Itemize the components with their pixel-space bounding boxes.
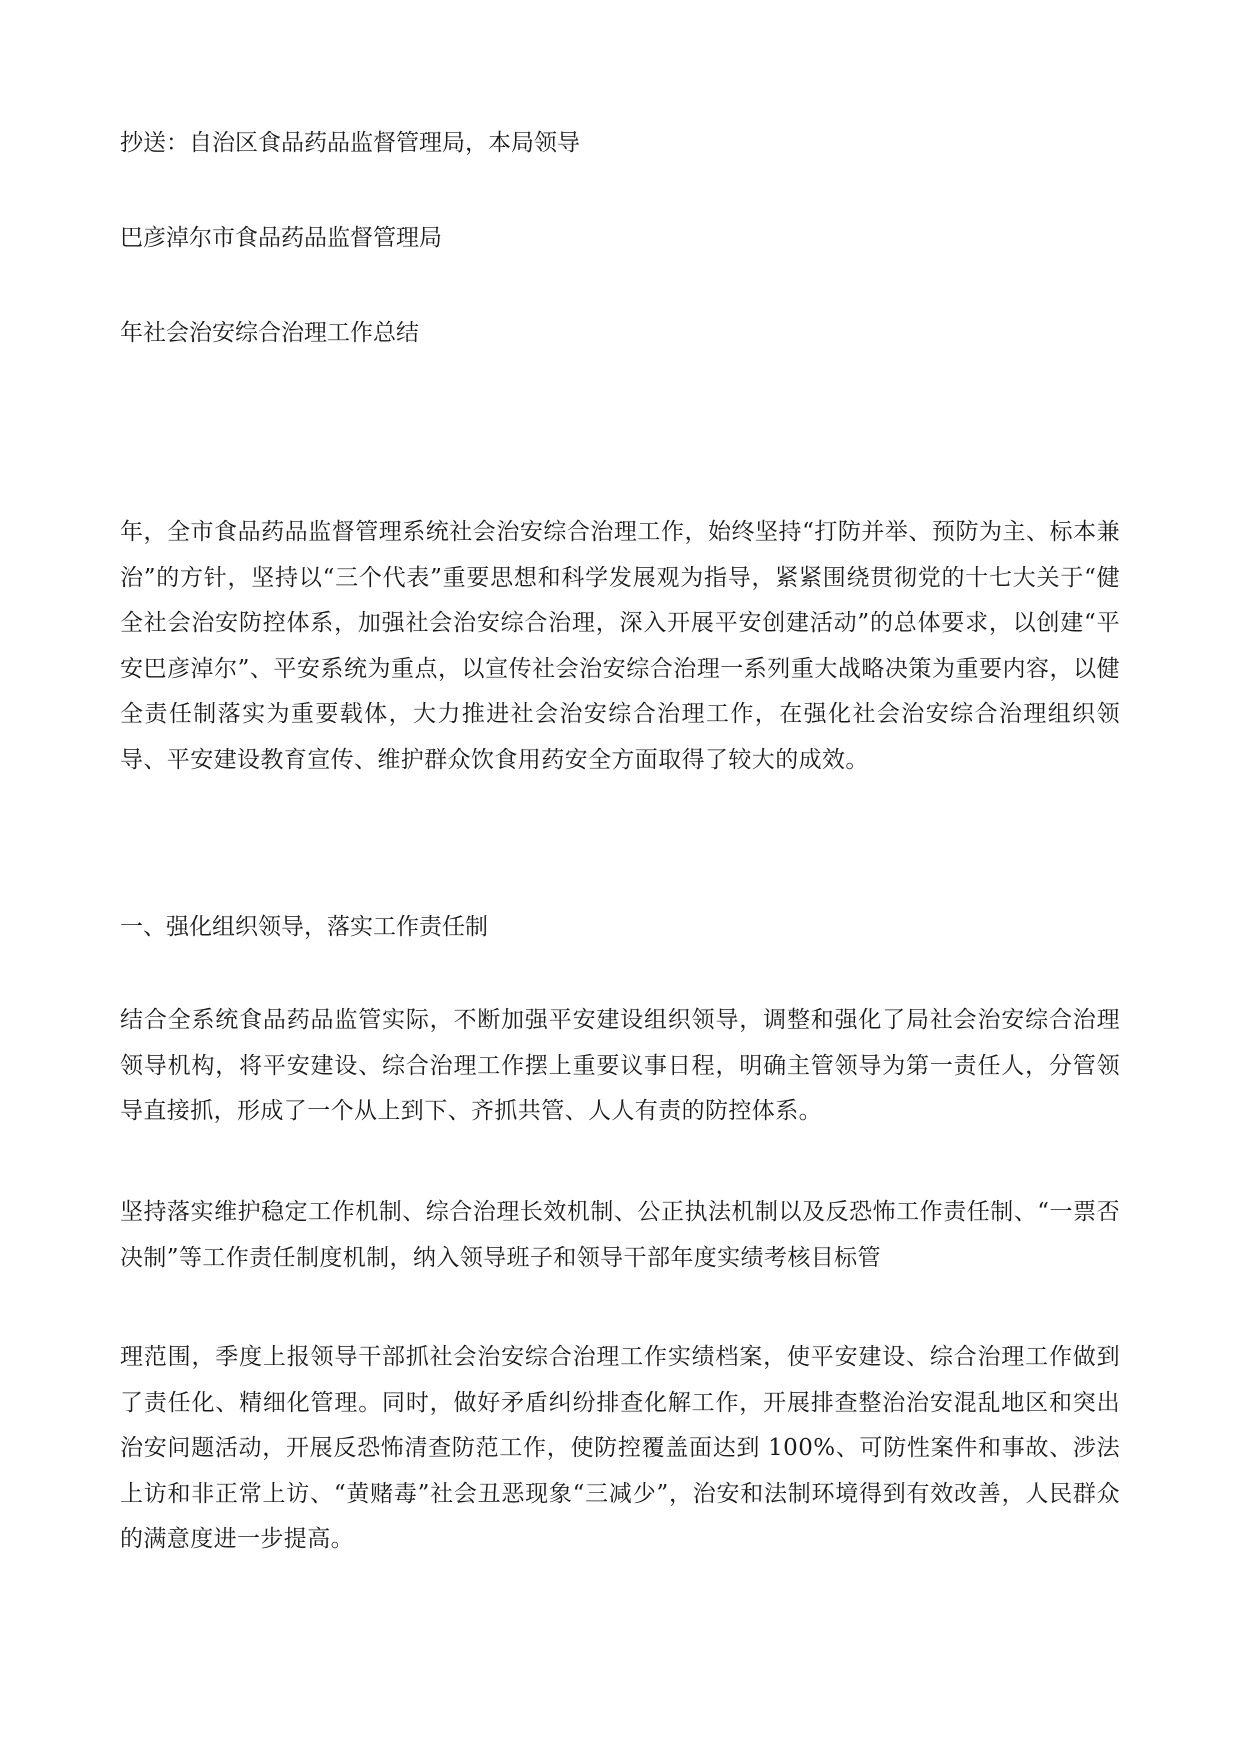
section-1-paragraph-2: 坚持落实维护稳定工作机制、综合治理长效机制、公正执法机制以及反恐怖工作责任制、“一票否决制”等工作责任制度机制，纳入领导班子和领导干部年度实绩考核目标管 — [120, 1199, 1120, 1271]
issuer-line: 巴彦淖尔市食品药品监督管理局 — [120, 225, 442, 251]
section-1-heading: 一、强化组织领导，落实工作责任制 — [120, 914, 488, 940]
section-1-paragraph-3: 理范围，季度上报领导干部抓社会治安综合治理工作实绩档案，使平安建设、综合治理工作做到了责任化、精细化管理。同时，做好矛盾纠纷排查化解工作，开展排查整治治安混乱地区和突出治安问题活动，开展反恐怖清查防范工作，使防控覆盖面达到 100%、可防性案件和事故、涉法上访和非正常上访、“黄赌毒”社会丑恶现象“三减少”，治安和法制环境得到有效改善，人民群众的满意度进一步提高。 — [120, 1344, 1120, 1552]
cc-line: 抄送：自治区食品药品监督管理局，本局领导 — [120, 130, 580, 156]
intro-paragraph: 年，全市食品药品监督管理系统社会治安综合治理工作，始终坚持“打防并举、预防为主、标本兼治”的方针，坚持以“三个代表”重要思想和科学发展观为指导，紧紧围绕贯彻党的十七大关于“健全社会治安防控体系，加强社会治安综合治理，深入开展平安创建活动”的总体要求，以创建“平安巴彦淖尔”、平安系统为重点，以宣传社会治安综合治理一系列重大战略决策为重要内容，以健全责任制落实为重要载体，大力推进社会治安综合治理工作，在强化社会治安综合治理组织领导、平安建设教育宣传、维护群众饮食用药安全方面取得了较大的成效。 — [120, 519, 1120, 773]
document-title: 年社会治安综合治理工作总结 — [120, 320, 419, 346]
section-1-paragraph-1: 结合全系统食品药品监管实际，不断加强平安建设组织领导，调整和强化了局社会治安综合治理领导机构，将平安建设、综合治理工作摆上重要议事日程，明确主管领导为第一责任人，分管领导直接抓，形成了一个从上到下、齐抓共管、人人有责的防控体系。 — [120, 1007, 1120, 1124]
